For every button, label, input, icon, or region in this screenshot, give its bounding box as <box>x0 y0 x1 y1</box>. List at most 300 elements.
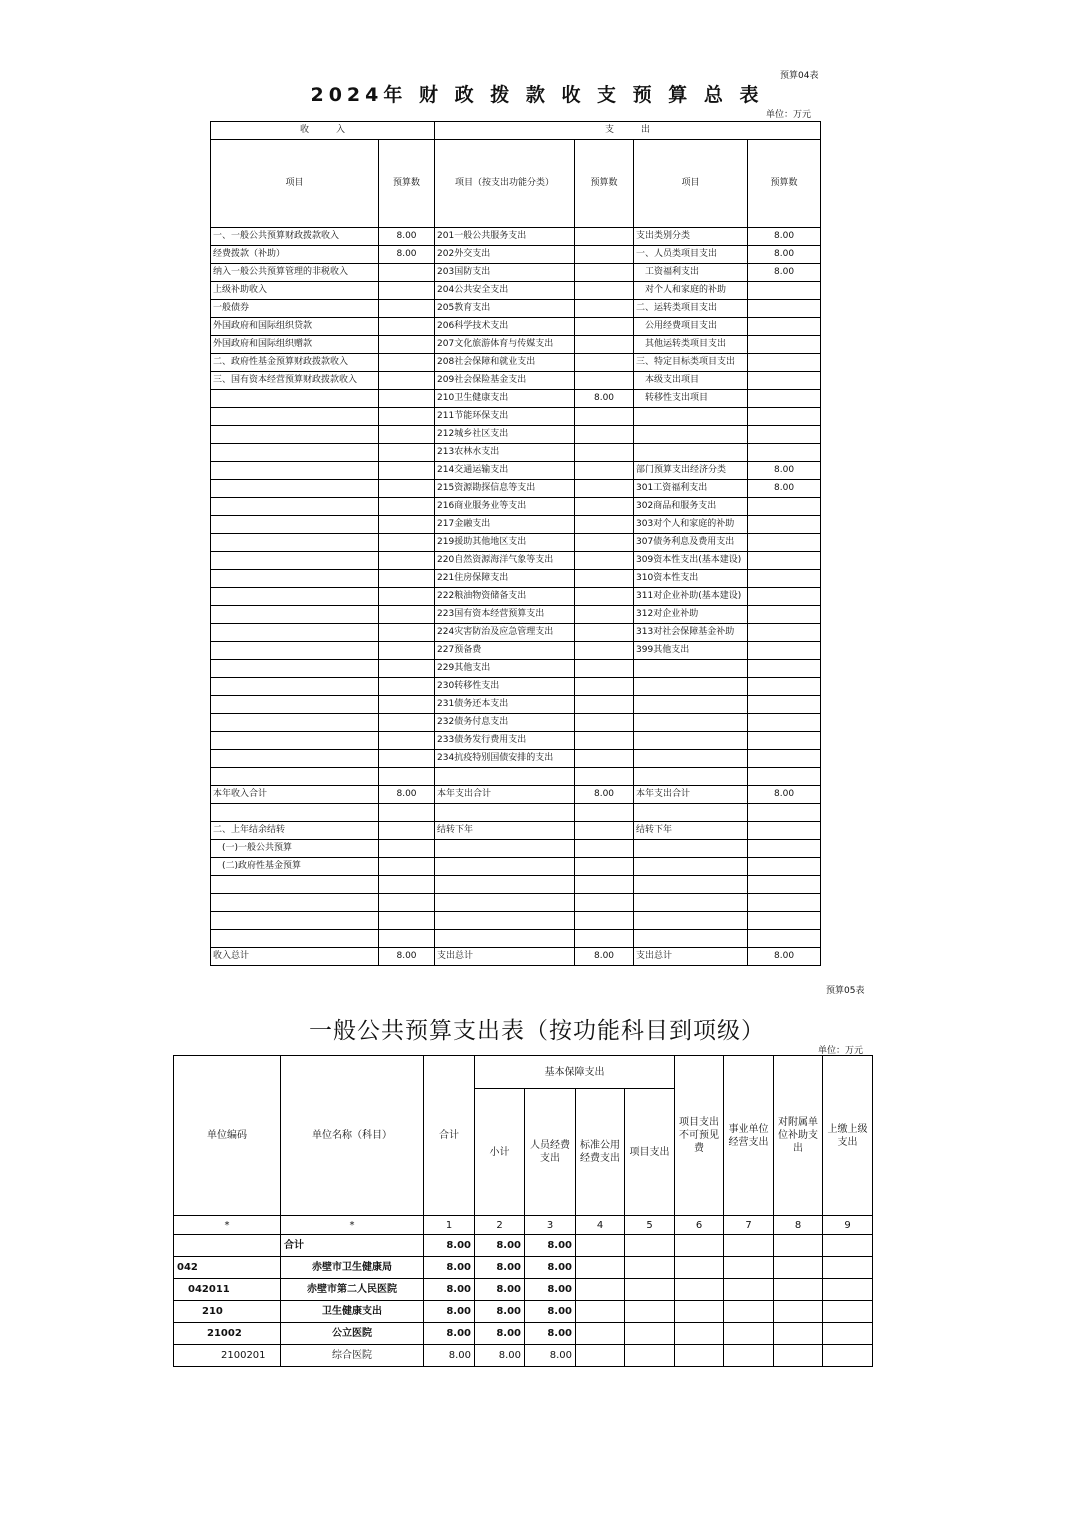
table-cell <box>211 606 379 624</box>
table-cell <box>576 1323 625 1345</box>
table-cell <box>211 462 379 480</box>
table-cell <box>575 300 634 318</box>
table-cell <box>823 1257 873 1279</box>
table-cell <box>823 1345 873 1367</box>
table-cell <box>379 552 435 570</box>
table-cell: 213农林水支出 <box>435 444 575 462</box>
table-cell <box>575 678 634 696</box>
table-cell: 234抗疫特别国债安排的支出 <box>435 750 575 768</box>
table-cell: 支出类别分类 <box>634 228 748 246</box>
table-cell <box>748 336 821 354</box>
table4-code: 预算04表 <box>780 71 819 81</box>
table-cell: 8.00 <box>748 948 821 966</box>
table-row <box>211 246 821 264</box>
table-cell <box>379 444 435 462</box>
table-cell <box>634 750 748 768</box>
table-cell <box>379 624 435 642</box>
table-cell: 202外交支出 <box>435 246 575 264</box>
table-cell <box>575 912 634 930</box>
table-cell: 8.00 <box>525 1279 576 1301</box>
table-cell: 一、一般公共预算财政拨款收入 <box>211 228 379 246</box>
table-cell <box>379 768 435 786</box>
column-header: 单位名称（科目） <box>281 1056 424 1216</box>
table-cell: 经费拨款（补助） <box>211 246 379 264</box>
table-cell <box>774 1301 823 1323</box>
table-cell <box>575 570 634 588</box>
table-cell <box>211 426 379 444</box>
table-cell: 一、人员类项目支出 <box>634 246 748 264</box>
table-cell: 8.00 <box>475 1323 525 1345</box>
table-cell <box>379 426 435 444</box>
table-cell <box>575 930 634 948</box>
table-cell <box>575 516 634 534</box>
table-cell: 8.00 <box>475 1345 525 1367</box>
table-cell: 本年支出合计 <box>435 786 575 804</box>
table-cell <box>575 858 634 876</box>
table-cell: 8.00 <box>475 1279 525 1301</box>
table-cell: 合计 <box>281 1235 424 1257</box>
table-cell: 三、特定目标类项目支出 <box>634 354 748 372</box>
table-row <box>211 606 821 624</box>
column-header: 项目（按支出功能分类） <box>435 140 575 228</box>
table-row <box>211 840 821 858</box>
table-cell <box>634 930 748 948</box>
table-cell <box>379 930 435 948</box>
table-cell <box>634 408 748 426</box>
table-cell: 8.00 <box>379 228 435 246</box>
table-cell <box>435 858 575 876</box>
table-cell <box>211 714 379 732</box>
table-cell: 310资本性支出 <box>634 570 748 588</box>
table-row <box>174 1257 873 1279</box>
column-header: 预算数 <box>379 140 435 228</box>
table-cell <box>575 642 634 660</box>
table-cell <box>379 678 435 696</box>
table-cell: 卫生健康支出 <box>281 1301 424 1323</box>
table-cell: 收入总计 <box>211 948 379 966</box>
group-header-expense: 支 出 <box>435 122 821 140</box>
table-cell <box>675 1257 724 1279</box>
table-cell <box>634 426 748 444</box>
table-row <box>174 1345 873 1367</box>
table-row <box>211 480 821 498</box>
index-cell: * <box>281 1216 424 1235</box>
table-cell <box>748 876 821 894</box>
column-header: 项目 <box>634 140 748 228</box>
index-cell: 9 <box>823 1216 873 1235</box>
table-cell <box>675 1301 724 1323</box>
table-cell <box>634 894 748 912</box>
table-cell: 8.00 <box>748 228 821 246</box>
table-cell: 8.00 <box>525 1257 576 1279</box>
index-cell: 3 <box>525 1216 576 1235</box>
table-cell <box>748 750 821 768</box>
table-cell: 赤壁市卫生健康局 <box>281 1257 424 1279</box>
table-cell <box>575 318 634 336</box>
table-cell: 8.00 <box>424 1279 475 1301</box>
table-cell: 208社会保障和就业支出 <box>435 354 575 372</box>
column-header: 对附属单位补助支出 <box>774 1056 823 1216</box>
table-row <box>211 462 821 480</box>
table-cell <box>435 768 575 786</box>
group-header-income: 收 入 <box>211 122 435 140</box>
table-row <box>211 588 821 606</box>
table-cell <box>379 498 435 516</box>
table-cell: 224灾害防治及应急管理支出 <box>435 624 575 642</box>
table-cell: 209社会保险基金支出 <box>435 372 575 390</box>
table-cell: 313对社会保障基金补助 <box>634 624 748 642</box>
table-cell <box>748 318 821 336</box>
table-cell <box>748 354 821 372</box>
table-cell <box>748 678 821 696</box>
table-cell <box>724 1301 774 1323</box>
table-cell <box>211 804 379 822</box>
table-cell <box>748 768 821 786</box>
column-header: 项目支出不可预见费 <box>675 1056 724 1216</box>
table-cell: 301工资福利支出 <box>634 480 748 498</box>
table-cell <box>748 282 821 300</box>
table-cell <box>634 804 748 822</box>
table-cell: 8.00 <box>575 390 634 408</box>
table-cell <box>576 1301 625 1323</box>
table-row <box>174 1279 873 1301</box>
table-cell: 8.00 <box>525 1323 576 1345</box>
table-cell: 8.00 <box>475 1301 525 1323</box>
table-row <box>211 534 821 552</box>
table-cell <box>634 714 748 732</box>
table-cell <box>379 300 435 318</box>
table-row <box>211 282 821 300</box>
column-header: 项目 <box>211 140 379 228</box>
table-row <box>211 228 821 246</box>
table-cell <box>379 858 435 876</box>
table-row <box>211 930 821 948</box>
table-cell <box>575 246 634 264</box>
table-row <box>211 300 821 318</box>
table-cell <box>379 318 435 336</box>
group-header-basic: 基本保障支出 <box>475 1056 675 1089</box>
table-cell <box>675 1323 724 1345</box>
table5-code: 预算05表 <box>826 986 865 996</box>
table-cell: 二、政府性基金预算财政拨款收入 <box>211 354 379 372</box>
table-cell: 外国政府和国际组织贷款 <box>211 318 379 336</box>
table-cell: 302商品和服务支出 <box>634 498 748 516</box>
table5-title: 一般公共预算支出表（按功能科目到项级） <box>309 1018 765 1044</box>
table-cell: 212城乡社区支出 <box>435 426 575 444</box>
table-cell: 支出总计 <box>634 948 748 966</box>
table-cell <box>379 516 435 534</box>
table-cell <box>748 570 821 588</box>
table-cell: 8.00 <box>424 1257 475 1279</box>
table-cell <box>211 516 379 534</box>
table-cell <box>575 444 634 462</box>
table-cell: 229其他支出 <box>435 660 575 678</box>
table-cell <box>379 282 435 300</box>
index-cell: 1 <box>424 1216 475 1235</box>
table-cell: 399其他支出 <box>634 642 748 660</box>
table-cell: 220自然资源海洋气象等支出 <box>435 552 575 570</box>
table-cell <box>211 624 379 642</box>
table-cell <box>634 444 748 462</box>
table-cell: 222粮油物资储备支出 <box>435 588 575 606</box>
table-cell: (一)一般公共预算 <box>211 840 379 858</box>
table-cell <box>211 570 379 588</box>
table-row <box>211 426 821 444</box>
table-cell: 214交通运输支出 <box>435 462 575 480</box>
table-row <box>211 264 821 282</box>
table-cell <box>379 588 435 606</box>
table-cell: 217金融支出 <box>435 516 575 534</box>
table-cell: (二)政府性基金预算 <box>211 858 379 876</box>
table-cell: 8.00 <box>379 786 435 804</box>
table-cell <box>211 732 379 750</box>
table-row <box>211 876 821 894</box>
table-cell: 外国政府和国际组织赠款 <box>211 336 379 354</box>
table-cell <box>379 372 435 390</box>
table-cell <box>379 462 435 480</box>
table-row <box>174 1235 873 1257</box>
table-cell <box>774 1257 823 1279</box>
table-cell <box>379 840 435 858</box>
table-cell <box>748 426 821 444</box>
table-cell: 311对企业补助(基本建设) <box>634 588 748 606</box>
table-cell <box>379 732 435 750</box>
table-cell <box>724 1257 774 1279</box>
table-cell: 307债务利息及费用支出 <box>634 534 748 552</box>
table-cell: 8.00 <box>525 1345 576 1367</box>
table-cell: 部门预算支出经济分类 <box>634 462 748 480</box>
table-cell <box>575 876 634 894</box>
table-cell: 8.00 <box>525 1301 576 1323</box>
table-cell <box>576 1257 625 1279</box>
table-cell: 206科学技术支出 <box>435 318 575 336</box>
table-row <box>211 912 821 930</box>
table-cell <box>748 444 821 462</box>
table-row <box>211 354 821 372</box>
table-cell <box>748 390 821 408</box>
table-cell <box>211 444 379 462</box>
table-cell <box>823 1279 873 1301</box>
table-cell <box>575 696 634 714</box>
table-cell: 207文化旅游体育与传媒支出 <box>435 336 575 354</box>
table-cell: 公用经费项目支出 <box>634 318 748 336</box>
table-cell <box>675 1279 724 1301</box>
table-cell <box>748 858 821 876</box>
table-cell <box>379 606 435 624</box>
table-cell <box>435 840 575 858</box>
index-cell: 7 <box>724 1216 774 1235</box>
table-row <box>211 750 821 768</box>
table-cell <box>748 552 821 570</box>
table-cell: 一般债券 <box>211 300 379 318</box>
table-cell <box>211 588 379 606</box>
table-cell: 216商业服务业等支出 <box>435 498 575 516</box>
table4-unit: 单位：万元 <box>766 110 812 120</box>
table-cell <box>575 768 634 786</box>
table-cell <box>748 624 821 642</box>
table-cell <box>211 750 379 768</box>
table-cell: 232债务付息支出 <box>435 714 575 732</box>
table-row <box>211 660 821 678</box>
table-cell <box>748 660 821 678</box>
table-cell: 本年支出合计 <box>634 786 748 804</box>
table-cell <box>435 912 575 930</box>
table-cell <box>774 1323 823 1345</box>
table-cell: 支出总计 <box>435 948 575 966</box>
table-cell <box>576 1345 625 1367</box>
table-cell <box>379 390 435 408</box>
table-cell <box>823 1323 873 1345</box>
table-cell: 219援助其他地区支出 <box>435 534 575 552</box>
table-cell <box>211 876 379 894</box>
table-cell <box>575 714 634 732</box>
table-cell <box>379 822 435 840</box>
table-cell: 二、上年结余结转 <box>211 822 379 840</box>
table-cell <box>211 642 379 660</box>
table-cell: 公立医院 <box>281 1323 424 1345</box>
table-cell <box>211 552 379 570</box>
table-cell <box>748 822 821 840</box>
table-cell: 其他运转类项目支出 <box>634 336 748 354</box>
table-cell <box>625 1301 675 1323</box>
general-public-budget-expense-table <box>173 1055 873 1367</box>
table-row <box>211 786 821 804</box>
table-cell <box>379 480 435 498</box>
table-cell: 结转下年 <box>634 822 748 840</box>
table-cell: 309资本性支出(基本建设) <box>634 552 748 570</box>
table-cell <box>379 660 435 678</box>
table-cell <box>211 408 379 426</box>
table-cell <box>634 876 748 894</box>
table-cell <box>174 1235 281 1257</box>
table-cell <box>634 732 748 750</box>
table-cell <box>575 804 634 822</box>
table-cell: 8.00 <box>379 948 435 966</box>
table-cell <box>823 1301 873 1323</box>
table-cell <box>748 498 821 516</box>
table-cell <box>675 1235 724 1257</box>
table-cell <box>379 570 435 588</box>
table-cell <box>748 606 821 624</box>
table-cell <box>211 912 379 930</box>
table-cell <box>379 408 435 426</box>
table-cell <box>379 876 435 894</box>
table-cell <box>748 300 821 318</box>
table-cell <box>575 552 634 570</box>
table-cell <box>211 894 379 912</box>
table-cell <box>379 804 435 822</box>
table-cell <box>748 894 821 912</box>
table-cell <box>211 678 379 696</box>
table-cell: 8.00 <box>748 264 821 282</box>
table-cell <box>576 1279 625 1301</box>
table-cell <box>575 588 634 606</box>
table-cell <box>575 354 634 372</box>
table-row <box>174 1323 873 1345</box>
table-cell <box>575 498 634 516</box>
table-cell <box>211 390 379 408</box>
table-cell: 204公共安全支出 <box>435 282 575 300</box>
table-cell <box>379 912 435 930</box>
index-cell: 8 <box>774 1216 823 1235</box>
table-cell <box>748 714 821 732</box>
table-row <box>211 822 821 840</box>
index-cell: * <box>174 1216 281 1235</box>
table-cell <box>379 894 435 912</box>
column-header: 预算数 <box>748 140 821 228</box>
table-cell: 210卫生健康支出 <box>435 390 575 408</box>
table-cell: 纳入一般公共预算管理的非税收入 <box>211 264 379 282</box>
table-cell <box>625 1257 675 1279</box>
table-row <box>211 642 821 660</box>
table-cell <box>774 1235 823 1257</box>
table-cell: 8.00 <box>575 948 634 966</box>
table-row <box>211 678 821 696</box>
index-cell: 5 <box>625 1216 675 1235</box>
table-cell: 转移性支出项目 <box>634 390 748 408</box>
table-cell <box>576 1235 625 1257</box>
table-cell: 8.00 <box>748 246 821 264</box>
table-cell: 8.00 <box>748 480 821 498</box>
table-cell <box>435 930 575 948</box>
table-cell <box>634 696 748 714</box>
table-cell: 8.00 <box>475 1235 525 1257</box>
table-cell: 对个人和家庭的补助 <box>634 282 748 300</box>
table-cell <box>748 588 821 606</box>
column-header: 上缴上级支出 <box>823 1056 873 1216</box>
table-cell <box>379 354 435 372</box>
table-cell <box>634 912 748 930</box>
table-cell <box>634 678 748 696</box>
table-cell: 230转移性支出 <box>435 678 575 696</box>
table-cell: 203国防支出 <box>435 264 575 282</box>
table-cell <box>774 1345 823 1367</box>
table-row <box>211 948 821 966</box>
table-cell <box>575 336 634 354</box>
table-cell: 8.00 <box>424 1323 475 1345</box>
table-cell <box>748 804 821 822</box>
table-cell: 8.00 <box>424 1345 475 1367</box>
table-row <box>211 336 821 354</box>
table-cell <box>211 498 379 516</box>
table-row <box>211 498 821 516</box>
table-cell <box>211 534 379 552</box>
table-cell <box>724 1323 774 1345</box>
table-cell <box>435 804 575 822</box>
table4-title: 2024年 财 政 拨 款 收 支 预 算 总 表 <box>310 84 764 106</box>
table-cell: 本级支出项目 <box>634 372 748 390</box>
table-cell <box>575 228 634 246</box>
table-cell: 211节能环保支出 <box>435 408 575 426</box>
table-row <box>211 408 821 426</box>
table-cell <box>435 876 575 894</box>
table-cell <box>774 1279 823 1301</box>
table-row <box>211 552 821 570</box>
table-cell: 8.00 <box>424 1301 475 1323</box>
table-cell <box>724 1345 774 1367</box>
table-cell <box>379 750 435 768</box>
column-header: 项目支出 <box>625 1089 675 1216</box>
table-cell: 8.00 <box>748 462 821 480</box>
table-cell: 三、国有资本经营预算财政拨款收入 <box>211 372 379 390</box>
column-header: 标准公用经费支出 <box>576 1089 625 1216</box>
table-row <box>211 732 821 750</box>
table-cell: 结转下年 <box>435 822 575 840</box>
table-cell: 8.00 <box>379 246 435 264</box>
table-cell <box>575 732 634 750</box>
table-cell <box>379 264 435 282</box>
table-cell <box>634 858 748 876</box>
